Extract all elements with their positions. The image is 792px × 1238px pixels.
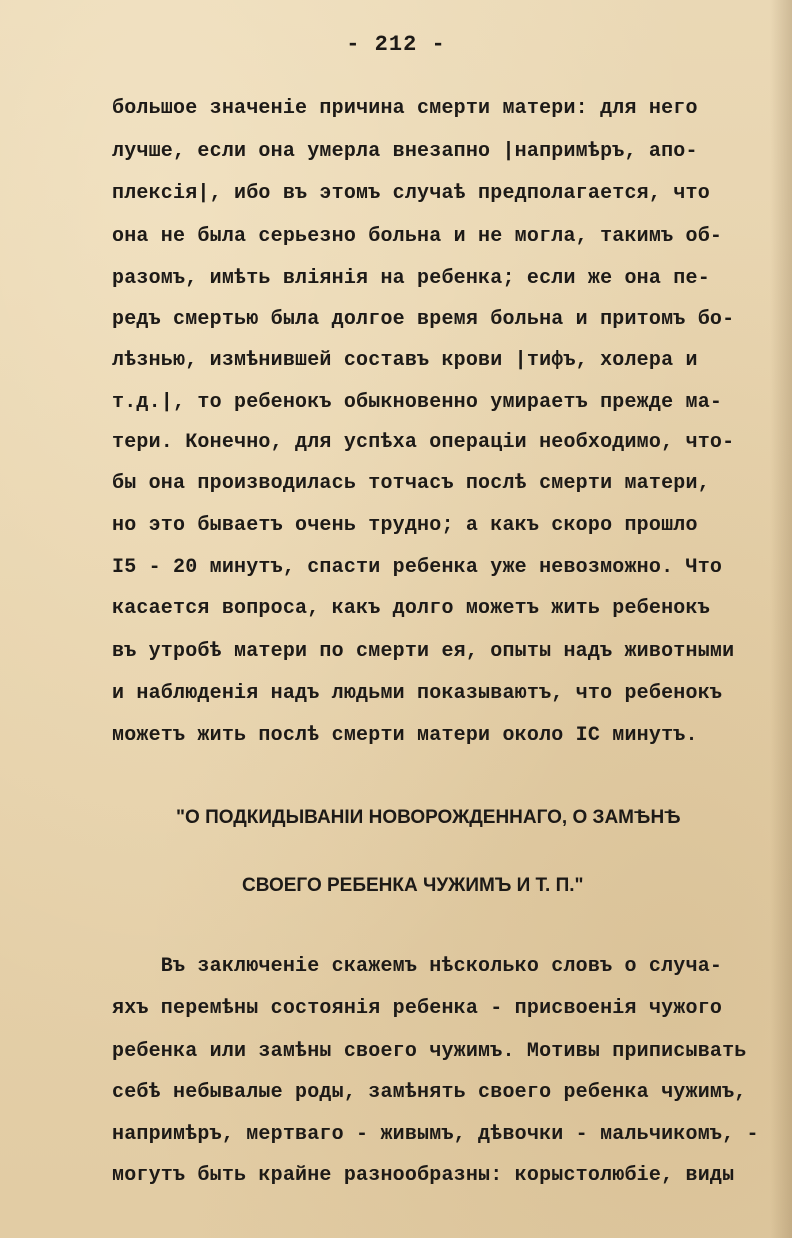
text-line: яхъ перемѣны состоянiя ребенка - присвоенiя чужого [112,997,723,1020]
text-line: I5 - 20 минутъ, спасти ребенка уже невозможно. Что [112,556,723,579]
text-line: напримѣръ, мертваго - живымъ, дѣвочки - мальчикомъ, - [112,1123,759,1146]
page-edge-shadow [770,0,792,1238]
text-line: разомъ, имѣть влiянiя на ребенка; если же она пе- [112,267,710,290]
text-line: но это бываетъ очень трудно; а какъ скоро прошло [112,514,698,537]
section-heading-line-1: "О ПОДКИДЫВАНIИ НОВОРОЖДЕННАГО, О ЗАМѢНѢ [176,807,681,828]
text-line: тери. Конечно, для успѣха операцiи необходимо, что- [112,431,735,454]
text-line: она не была серьезно больна и не могла, такимъ об- [112,225,723,248]
text-line: себѣ небывалые роды, замѣнять своего ребенка чужимъ, [112,1081,747,1104]
text-line: редъ смертью была долгое время больна и притомъ бо- [112,308,735,331]
text-line: большое значенiе причина смерти матери: для него [112,97,698,120]
text-line: ребенка или замѣны своего чужимъ. Мотивы приписывать [112,1040,747,1063]
text-line: можетъ жить послѣ смерти матери около IС минутъ. [112,724,698,747]
text-line: Въ заключенiе скажемъ нѣсколько словъ о случа- [112,955,723,978]
text-line: въ утробѣ матери по смерти ея, опыты надъ животными [112,640,735,663]
text-line: плексiя|, ибо въ этомъ случаѣ предполагается, что [112,182,710,205]
text-line: касается вопроса, какъ долго можетъ жить ребенокъ [112,597,710,620]
text-line: и наблюденiя надъ людьми показываютъ, что ребенокъ [112,682,723,705]
text-line: бы она производилась тотчасъ послѣ смерти матери, [112,472,710,495]
page-number: - 212 - [346,32,446,57]
text-line: лѣзнью, измѣнившей составъ крови |тифъ, холера и [112,349,698,372]
text-line: т.д.|, то ребенокъ обыкновенно умираетъ прежде ма- [112,391,723,414]
text-line: могутъ быть крайне разнообразны: корыстолюбiе, виды [112,1164,735,1187]
section-heading-line-2: СВОЕГО РЕБЕНКА ЧУЖИМЪ И Т. П." [242,875,584,896]
text-line: лучше, если она умерла внезапно |напримѣръ, апо- [112,140,698,163]
